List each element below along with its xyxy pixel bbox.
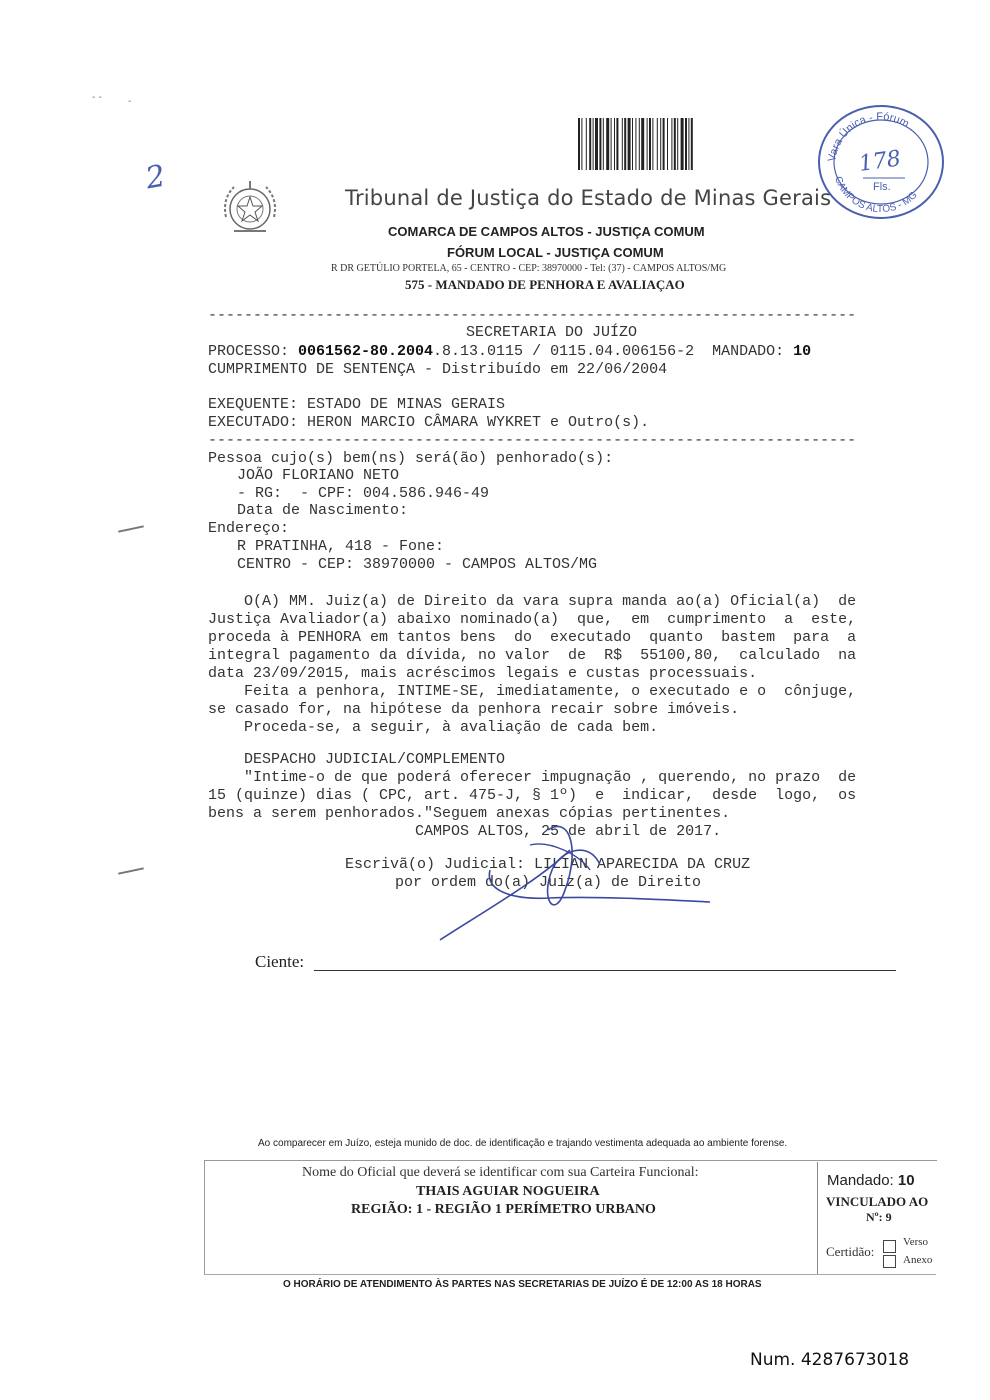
barcode-bar xyxy=(667,118,668,170)
barcode-bar xyxy=(688,118,689,170)
body-line: se casado for, na hipótese da penhora recair sobre imóveis. xyxy=(208,701,740,718)
barcode-bar xyxy=(595,118,598,170)
box-mandado-value: 10 xyxy=(897,1172,915,1189)
barcode-bar xyxy=(657,118,658,170)
order-body xyxy=(208,593,856,737)
court-notice: Ao comparecer em Juízo, esteja munido de doc. de identificação e trajando vestimenta adequada ao ambiente forense. xyxy=(258,1138,788,1149)
box-mandado-label: Mandado: xyxy=(827,1172,898,1189)
court-address: R DR GETÚLIO PORTELA, 65 - CENTRO - CEP: 38970000 - Tel: (37) - CAMPOS ALTOS/MG xyxy=(331,263,727,274)
handwritten-signature xyxy=(430,810,730,950)
box-divider xyxy=(817,1162,818,1274)
ciente-label: Ciente: xyxy=(255,952,305,971)
body-line: proceda à PENHORA em tantos bens do executado quanto bastem para a xyxy=(208,629,857,646)
stamp-ring-top-text: Vara Única - Fórum xyxy=(826,110,911,163)
forum-heading: FÓRUM LOCAL - JUSTIÇA COMUM xyxy=(447,245,664,260)
clerk-signature-line: Escrivã(o) Judicial: LILIAN APARECIDA DA CRUZ xyxy=(345,856,751,873)
despacho-line: bens a serem penhorados."Seguem anexas cópias pertinentes. xyxy=(208,805,731,822)
barcode-bar xyxy=(635,118,636,170)
executado-line: EXECUTADO: HERON MARCIO CÂMARA WYKRET e Outro(s). xyxy=(208,414,650,431)
barcode-bar xyxy=(624,118,626,170)
barcode-bar xyxy=(660,118,661,170)
vinculado-number: Nº: 9 xyxy=(866,1210,892,1224)
barcode-bar xyxy=(581,118,582,170)
body-line: O(A) MM. Juiz(a) de Direito da vara supra manda ao(a) Oficial(a) de xyxy=(208,593,857,610)
barcode-bar xyxy=(649,118,651,170)
barcode-bar xyxy=(611,118,612,170)
despacho-line: CAMPOS ALTOS, 25 de abril de 2017. xyxy=(208,823,722,840)
verso-label: Verso xyxy=(903,1236,929,1248)
anexo-checkbox[interactable] xyxy=(883,1255,896,1268)
barcode-bar xyxy=(589,118,591,170)
separator-line: ------------------------------------------------------------------------ xyxy=(208,307,857,324)
court-title: Tribunal de Justiça do Estado de Minas Gerais xyxy=(345,186,832,210)
officer-name: THAIS AGUIAR NOGUEIRA xyxy=(416,1184,600,1199)
court-stamp xyxy=(815,102,947,222)
officer-label: Nome do Oficial que deverá se identificar com sua Carteira Funcional: xyxy=(302,1165,699,1180)
mandado-number: 10 xyxy=(793,343,812,360)
barcode-bar xyxy=(606,118,609,170)
barcode-bar xyxy=(578,118,580,170)
barcode-bar xyxy=(599,118,601,170)
barcode-bar xyxy=(671,118,672,170)
punch-mark xyxy=(118,867,144,874)
ciente-signature-line[interactable] xyxy=(314,970,896,971)
separator-line: ------------------------------------------------------------------------ xyxy=(208,432,857,449)
process-line xyxy=(208,343,811,361)
address-line-2: CENTRO - CEP: 38970000 - CAMPOS ALTOS/MG xyxy=(237,556,598,573)
barcode-bar xyxy=(677,118,678,170)
barcode-bar xyxy=(616,118,618,170)
handwritten-page-number: 2 xyxy=(143,158,168,197)
body-line: integral pagamento da dívida, no valor de R$ 55100,80, calculado na xyxy=(208,647,857,664)
despacho-line: "Intime-o de que poderá oferecer impugnação , querendo, no prazo de xyxy=(208,769,857,786)
despacho-line: DESPACHO JUDICIAL/COMPLEMENTO xyxy=(208,751,506,768)
person-intro: Pessoa cujo(s) bem(ns) será(ão) penhorado(s): xyxy=(208,450,614,467)
anexo-label: Anexo xyxy=(903,1254,933,1266)
barcode-bar xyxy=(622,118,623,170)
box-mandado xyxy=(827,1172,915,1189)
officer-region: REGIÃO: 1 - REGIÃO 1 PERÍMETRO URBANO xyxy=(351,1202,656,1217)
verso-checkbox[interactable] xyxy=(883,1240,896,1253)
address-label: Endereço: xyxy=(208,520,290,537)
barcode-bar xyxy=(652,118,653,170)
secretaria-heading: SECRETARIA DO JUÍZO xyxy=(466,324,638,341)
barcode-bar xyxy=(639,118,640,170)
vinculado-label: VINCULADO AO xyxy=(826,1194,929,1209)
stamp-fls-label: Fls. xyxy=(873,181,891,193)
body-line: data 23/09/2015, mais acréscimos legais e custas processuais. xyxy=(208,665,758,682)
barcode-bar xyxy=(674,118,676,170)
barcode-bar xyxy=(681,118,684,170)
stamp-ring-bottom-text: CAMPOS ALTOS - MG xyxy=(832,174,920,216)
process-label: PROCESSO: xyxy=(208,343,299,360)
body-line: Feita a penhora, INTIME-SE, imediatamente, o executado e o cônjuge, xyxy=(208,683,857,700)
process-number-bold: 0061562-80.2004 xyxy=(298,343,434,360)
address-line-1: R PRATINHA, 418 - Fone: xyxy=(237,538,445,555)
office-hours: O HORÁRIO DE ATENDIMENTO ÀS PARTES NAS SECRETARIAS DE JUÍZO É DE 12:00 AS 18 HORAS xyxy=(283,1279,762,1290)
person-ids: - RG: - CPF: 004.586.946-49 xyxy=(237,485,490,502)
person-birth: Data de Nascimento: xyxy=(237,502,409,519)
order-line: por ordem do(a) Juiz(a) de Direito xyxy=(395,874,702,891)
barcode-bar xyxy=(593,118,594,170)
stray-mark: - - xyxy=(92,92,102,103)
person-name: JOÃO FLORIANO NETO xyxy=(237,467,400,484)
barcode xyxy=(578,118,796,170)
cumprimento-line: CUMPRIMENTO DE SENTENÇA - Distribuído em 22/06/2004 xyxy=(208,361,668,378)
comarca-heading: COMARCA DE CAMPOS ALTOS - JUSTIÇA COMUM xyxy=(388,224,705,239)
punch-mark xyxy=(118,525,144,532)
barcode-bar xyxy=(663,118,665,170)
box-bottom-line xyxy=(204,1274,936,1275)
exequente-line: EXEQUENTE: ESTADO DE MINAS GERAIS xyxy=(208,396,506,413)
barcode-bar xyxy=(632,118,633,170)
barcode-bar xyxy=(691,118,693,170)
process-number-rest: .8.13.0115 / 0115.04.006156-2 MANDADO: xyxy=(433,343,794,360)
barcode-bar xyxy=(647,118,648,170)
stamp-page-number: 178 xyxy=(857,146,903,177)
barcode-bar xyxy=(586,118,587,170)
despacho-line: 15 (quinze) dias ( CPC, art. 475-J, § 1º) e indicar, desde logo, os xyxy=(208,787,857,804)
stray-mark: - xyxy=(128,96,132,107)
body-line: Justiça Avaliador(a) abaixo nominado(a) que, em cumprimento a este, xyxy=(208,611,857,628)
certidao-label: Certidão: xyxy=(826,1244,875,1259)
barcode-bar xyxy=(641,118,644,170)
coat-of-arms-icon xyxy=(218,177,282,241)
barcode-bar xyxy=(603,118,604,170)
barcode-bar xyxy=(685,118,687,170)
barcode-bar xyxy=(628,118,631,170)
body-line: Proceda-se, a seguir, à avaliação de cada bem. xyxy=(208,719,659,736)
document-type: 575 - MANDADO DE PENHORA E AVALIAÇAO xyxy=(405,277,685,292)
barcode-bar xyxy=(614,118,615,170)
document-number: Num. 4287673018 xyxy=(750,1350,910,1370)
